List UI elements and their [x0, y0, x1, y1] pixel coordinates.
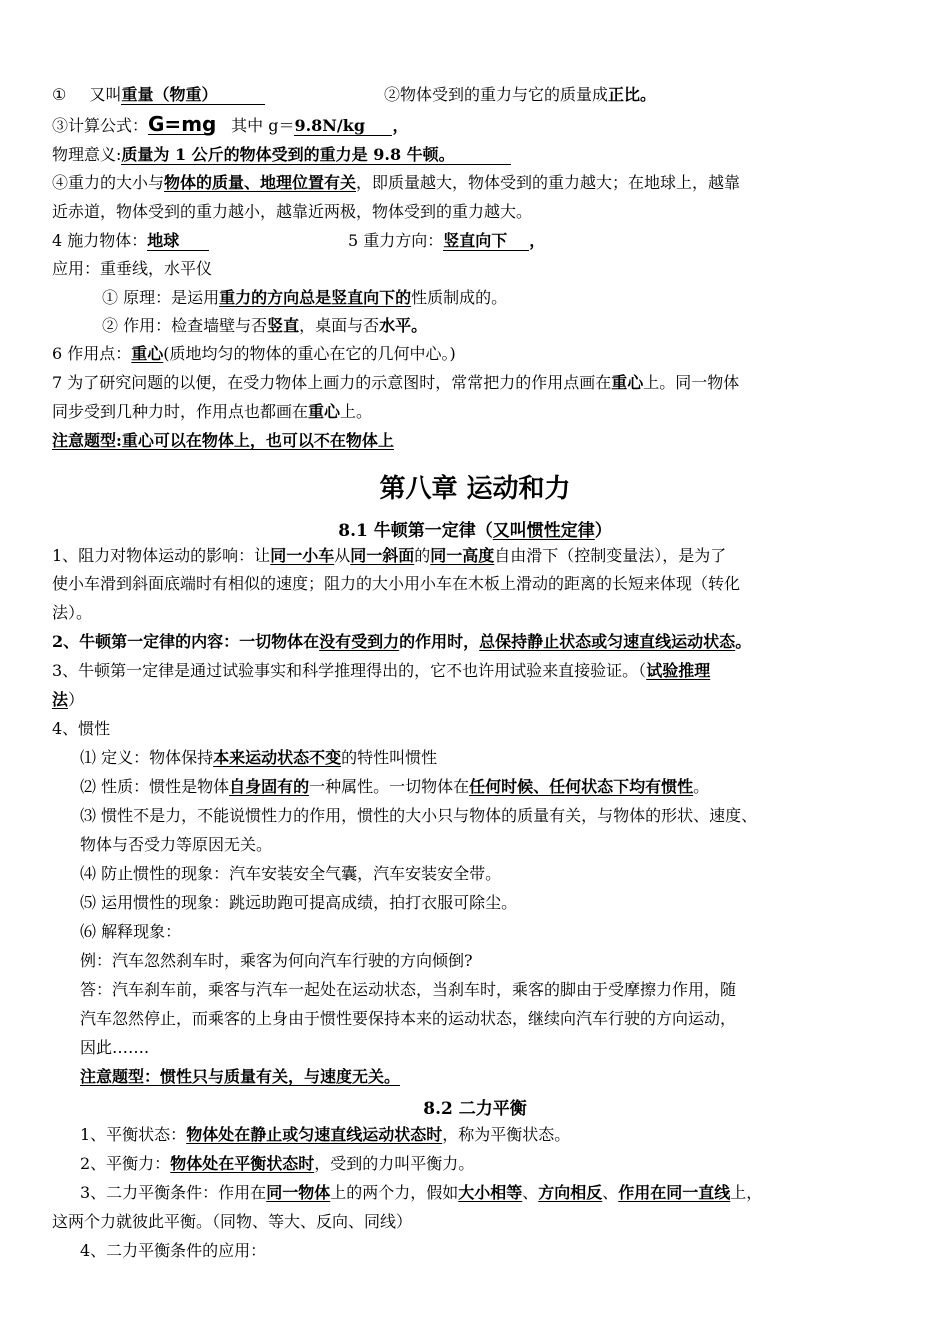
para-resistance-2: 使小车滑到斜面底端时有相似的速度；阻力的大小用小车在木板上滑动的距离的长短来体现（转化	[52, 574, 741, 593]
line-gravity-size-2: 近赤道，物体受到的重力越小，越靠近两极，物体受到的重力越大。	[52, 202, 533, 221]
balanced-force: 2、平衡力：物体处在平衡状态时，受到的力叫平衡力。	[80, 1154, 475, 1173]
inertia-property: ⑵ 性质：惯性是物体自身固有的一种属性。一切物体在任何时候、任何状态下均有惯性。	[80, 777, 710, 796]
inertia-use: ⑸ 运用惯性的现象：跳远助跑可提高成绩，拍打衣服可除尘。	[80, 893, 518, 912]
para-law-derivation: 3、牛顿第一定律是通过试验事实和科学推理得出的，它不也许用试验来直接验证。（试验推理	[52, 661, 711, 680]
answer-line-1: 答：汽车刹车前，乘客与汽车一起处在运动状态，当刹车时，乘客的脚由于受摩擦力作用，随	[80, 980, 737, 999]
note-center-of-gravity: 注意题型:重心可以在物体上，也可以不在物体上	[52, 431, 394, 450]
section-title-8-1: 8.1 牛顿第一定律（又叫惯性定律）	[338, 521, 612, 541]
answer-line-3: 因此…….	[80, 1038, 150, 1057]
circle-number-1: ①	[52, 85, 67, 104]
line-center-of-gravity-2: 同步受到几种力时，作用点也都画在重心上。	[52, 402, 373, 421]
line-physical-meaning: 物理意义:质量为 1 公斤的物体受到的重力是 9.8 牛顿。	[52, 144, 511, 166]
blank-weight: 重量（物重）	[121, 85, 265, 105]
line-gravity-size: ④重力的大小与物体的质量、地理位置有关，即质量越大，物体受到的重力越大；在地球上，越靠	[52, 173, 741, 192]
para-law-derivation-2: 法）	[52, 690, 85, 709]
line-principle: ① 原理：是运用重力的方向总是竖直向下的性质制成的。	[102, 288, 508, 307]
line-formula: ③计算公式：G=mg 其中 g＝9.8N/kg ，	[52, 112, 409, 136]
line-weight-alias: ① 又叫重量（物重） ②物体受到的重力与它的质量成正比。	[52, 85, 657, 104]
section-title-8-2: 8.2 二力平衡	[423, 1099, 527, 1119]
inertia-definition: ⑴ 定义：物体保持本来运动状态不变的特性叫惯性	[80, 748, 438, 767]
line-force-source: 4 施力物体：地球 5 重力方向：竖直向下 ，	[52, 231, 546, 250]
inertia-not-force: ⑶ 惯性不是力，不能说惯性力的作用，惯性的大小只与物体的质量有关，与物体的形状、速度、	[80, 806, 758, 825]
para-newton-first-law: 2、牛顿第一定律的内容：一切物体在没有受到力的作用时，总保持静止状态或匀速直线运动状态。	[52, 632, 752, 651]
example-question: 例：汽车忽然刹车时，乘客为何向汽车行驶的方向倾倒?	[80, 951, 473, 970]
para-resistance: 1、阻力对物体运动的影响：让同一小车从同一斜面的同一高度自由滑下（控制变量法），是为了	[52, 546, 727, 565]
blank-g-value: 9.8N/kg	[294, 116, 392, 136]
balance-condition-2: 这两个力就彼此平衡。（同物、等大、反向、同线）	[52, 1212, 413, 1231]
line-applications: 应用：重垂线，水平仪	[52, 259, 213, 278]
line-action-point: 6 作用点：重心(质地均匀的物体的重心在它的几何中心。)	[52, 344, 456, 363]
inertia-prevent: ⑷ 防止惯性的现象：汽车安装安全气囊，汽车安装安全带。	[80, 864, 502, 883]
note-inertia: 注意题型：惯性只与质量有关，与速度无关。	[80, 1067, 401, 1086]
inertia-not-force-2: 物体与否受力等原因无关。	[80, 835, 273, 854]
chapter-title: 第八章 运动和力	[379, 474, 571, 504]
line-usage: ② 作用：检查墙壁与否竖直，桌面与否水平。	[102, 316, 428, 335]
answer-line-2: 汽车忽然停止，而乘客的上身由于惯性要保持本来的运动状态，继续向汽车行驶的方向运动，	[80, 1009, 737, 1028]
balance-application: 4、二力平衡条件的应用：	[80, 1241, 267, 1260]
formula-gmg: G=mg	[148, 112, 217, 136]
inertia-explain: ⑹ 解释现象：	[80, 922, 182, 941]
balance-condition: 3、二力平衡条件：作用在同一物体上的两个力，假如大小相等、方向相反、作用在同一直线上，	[80, 1183, 763, 1202]
heading-inertia: 4、惯性	[52, 719, 111, 738]
balance-state: 1、平衡状态：物体处在静止或匀速直线运动状态时，称为平衡状态。	[80, 1125, 571, 1144]
line-center-of-gravity: 7 为了研究问题的以便，在受力物体上画力的示意图时，常常把力的作用点画在重心上。同一物体	[52, 373, 740, 392]
para-resistance-3: 法）。	[52, 603, 93, 622]
